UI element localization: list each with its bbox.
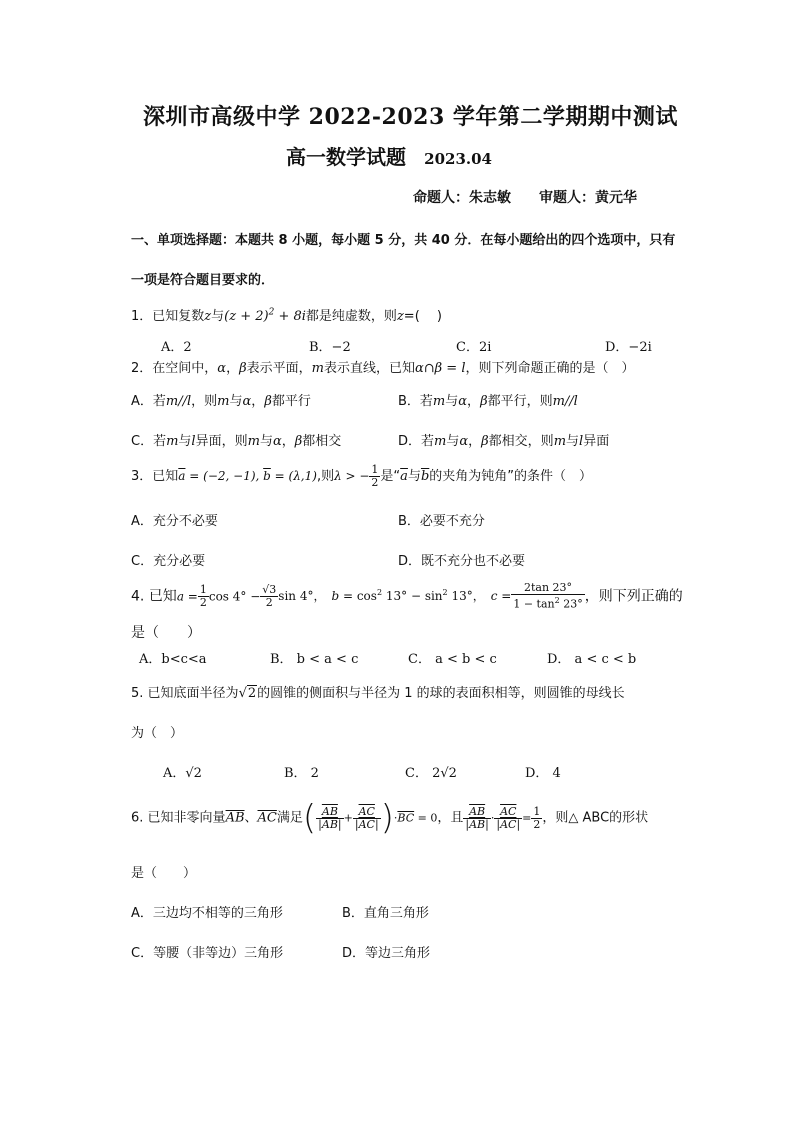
q6-option-d: D．等边三角形 xyxy=(342,946,431,961)
option-text: 与 xyxy=(178,434,192,449)
math-expression: $\cdot\overline{BC} = 0$ xyxy=(393,811,438,825)
page-subtitle: 高一数学试题 xyxy=(286,145,406,169)
fraction: $\frac{2\tan 23^\circ}{1 - \tan^2 23^\circ}$ xyxy=(513,581,583,611)
math-expression: m xyxy=(434,434,447,449)
q4-option-d: D． a < c < b xyxy=(547,652,637,667)
question-number: 1． xyxy=(131,309,153,324)
fraction: $\frac{√3}{2}$ xyxy=(262,582,277,609)
math-expression: z xyxy=(396,309,404,324)
math-expression: β xyxy=(264,394,272,409)
question-text: 都是纯虚数，则 xyxy=(305,309,397,324)
question-5 xyxy=(131,682,625,701)
math-expression: m xyxy=(553,434,567,449)
q6-option-b: B．直角三角形 xyxy=(342,906,429,921)
question-text: 与 xyxy=(211,309,225,324)
question-text: 已知非零向量 xyxy=(147,810,226,826)
q6-option-a: A．三边均不相等的三角形 xyxy=(131,906,283,921)
q6-continuation: 是（ ） xyxy=(131,866,197,881)
option-text: ，则 xyxy=(191,394,218,409)
option-text: 都平行，则 xyxy=(487,394,553,409)
q4-option-c: C． a < b < c xyxy=(408,652,497,667)
question-text: 与 xyxy=(407,469,421,484)
math-expression: sin 4°， $b = \cos^2 13^\circ - \sin^2 13^\circ$， c = xyxy=(278,588,512,604)
option-text: 都相交 xyxy=(302,434,342,449)
fraction: $\frac{1}{2}$ xyxy=(533,804,541,831)
option-text: 与 xyxy=(229,394,243,409)
option-text: 都平行 xyxy=(271,394,311,409)
q5-option-a: A．√2 xyxy=(163,766,202,781)
math-expression: β xyxy=(480,394,488,409)
vector-ac: $\overline{AC}$ xyxy=(257,810,277,826)
question-text: =( ) xyxy=(403,309,442,324)
math-expression: $\overline{b}$ xyxy=(420,469,430,484)
option-text: 与 xyxy=(446,434,460,449)
question-text: 在空间中， xyxy=(152,361,218,376)
q5-continuation: 为（ ） xyxy=(131,726,184,741)
question-number: 5. xyxy=(131,686,144,701)
q1-option-c: C．2i xyxy=(456,340,492,355)
question-number: 3． xyxy=(131,469,153,484)
question-3 xyxy=(131,464,592,489)
math-expression: m xyxy=(247,434,260,449)
q3-option-b: B．必要不充分 xyxy=(398,514,485,529)
question-text: ，则下列正确的 xyxy=(584,588,683,605)
math-expression: $(z + 2)^2 + 8i$ xyxy=(224,307,306,324)
q2-option-b: B．若m与α，β都平行，则m//l xyxy=(398,394,578,409)
fraction: $\frac{\overline{AB}}{|\overline{AB}|}$ xyxy=(318,804,342,831)
fraction: $\frac{\overline{AB}}{|\overline{AB}|}$ xyxy=(465,804,489,831)
fraction: $\frac{\overline{AC}}{|\overline{AC}|}$ xyxy=(354,804,379,831)
math-expression: m//l xyxy=(552,394,578,409)
math-expression: β xyxy=(239,361,247,376)
option-text: 与 xyxy=(445,394,459,409)
question-1 xyxy=(131,305,442,324)
math-expression: m xyxy=(217,394,230,409)
option-text: 异面，则 xyxy=(195,434,248,449)
question-text: 、 xyxy=(244,810,258,826)
option-text: 与 xyxy=(259,434,273,449)
math-expression: λ > − xyxy=(334,469,370,483)
q3-option-a: A．充分不必要 xyxy=(131,514,218,529)
option-text: 异面 xyxy=(583,434,610,449)
q3-option-d: D．既不充分也不必要 xyxy=(398,554,526,569)
math-expression: m xyxy=(432,394,446,409)
math-expression: α∩β = l xyxy=(414,361,466,376)
math-expression: $\overline{a}$ xyxy=(400,469,408,484)
math-expression: l xyxy=(579,434,584,449)
q2-option-d: D．若m与α，β都相交，则m与l异面 xyxy=(398,434,610,449)
fraction: $\frac{\overline{AC}}{|\overline{AC}|}$ xyxy=(496,804,521,831)
option-text: 与 xyxy=(566,434,580,449)
q1-option-a: A．2 xyxy=(161,340,192,355)
math-expression: √2 xyxy=(238,686,257,701)
section-heading-line1: 一、单项选择题：本题共 8 小题，每小题 5 分，共 40 分．在每小题给出的四个选项中，只有 xyxy=(131,233,676,248)
math-expression: z xyxy=(204,309,212,324)
question-text: 已知底面半径为 xyxy=(147,686,239,701)
math-expression: β xyxy=(294,434,303,449)
page-subtitle-row xyxy=(286,141,492,170)
math-expression: cos 4° − xyxy=(208,589,261,604)
q4-continuation: 是（ ） xyxy=(131,625,201,641)
question-2: 2．在空间中，α，β表示平面，m表示直线，已知α∩β = l，则下列命题正确的是（ ） xyxy=(131,361,635,376)
math-paren: ) xyxy=(380,798,394,838)
q5-option-d: D． 4 xyxy=(525,766,561,781)
math-expression: α xyxy=(458,394,468,409)
math-paren: ( xyxy=(302,798,317,838)
q1-option-b: B．−2 xyxy=(309,340,351,355)
option-text: D．若 xyxy=(398,434,435,449)
q5-option-c: C． 2√2 xyxy=(405,766,457,781)
question-text: ,则 xyxy=(316,469,335,484)
question-text: 已知 xyxy=(152,469,179,484)
math-expression: α xyxy=(272,434,282,449)
question-text: ，则△ ABC的形状 xyxy=(542,810,649,826)
question-text: 表示平面， xyxy=(246,361,312,376)
math-expression: α xyxy=(217,361,227,376)
question-number: 4. xyxy=(131,588,145,605)
q2-option-c: C．若m与l异面，则m与α，β都相交 xyxy=(131,434,342,449)
question-6 xyxy=(131,798,649,838)
math-expression: l xyxy=(191,434,196,449)
question-text: 是“ xyxy=(380,469,401,484)
q5-option-b: B． 2 xyxy=(284,766,319,781)
math-expression: a = xyxy=(176,589,198,604)
question-text: 已知复数 xyxy=(152,309,205,324)
math-expression: · xyxy=(490,811,495,825)
question-text: 已知 xyxy=(148,588,177,605)
math-expression: m//l xyxy=(165,394,192,409)
question-text: 的圆锥的侧面积与半径为 1 的球的表面积相等，则圆锥的母线长 xyxy=(257,686,625,701)
math-expression: + xyxy=(343,811,353,825)
page-title: 深圳市高级中学 2022-2023 学年第二学期期中测试 xyxy=(143,104,678,130)
authors-line: 命题人：朱志敏 审题人：黄元华 xyxy=(413,190,637,206)
vector-ab: $\overline{AB}$ xyxy=(225,810,245,826)
exam-date: 2023.04 xyxy=(424,150,492,168)
section-heading-line2: 一项是符合题目要求的． xyxy=(131,273,275,288)
question-text: ，则下列命题正确的是（ ） xyxy=(465,361,635,376)
option-text: A．若 xyxy=(131,394,166,409)
q6-option-c: C．等腰（非等边）三角形 xyxy=(131,946,284,961)
math-expression: α xyxy=(459,434,469,449)
q4-option-b: B． b < a < c xyxy=(270,652,359,667)
question-text: ，且 xyxy=(437,810,464,826)
math-expression: = xyxy=(522,811,532,825)
fraction: $\frac{1}{2}$ xyxy=(371,463,379,489)
math-expression: α xyxy=(242,394,252,409)
fraction: $\frac{1}{2}$ xyxy=(199,582,207,609)
q3-option-c: C．充分必要 xyxy=(131,554,206,569)
math-expression: $\overline{a} = (-2$, −1), $\overline{b} = (\lambda,1)$ xyxy=(178,469,317,483)
question-number: 2． xyxy=(131,361,153,376)
question-number: 6. xyxy=(131,810,144,826)
math-expression: β xyxy=(481,434,489,449)
option-text: B．若 xyxy=(398,394,433,409)
q2-option-a: A．若m//l，则m与α，β都平行 xyxy=(131,394,311,409)
q4-option-a: A．b<c<a xyxy=(139,652,207,667)
option-text: 都相交，则 xyxy=(488,434,554,449)
question-text: 的夹角为钝角”的条件（ ） xyxy=(429,469,593,484)
question-4 xyxy=(131,582,683,611)
math-expression: m xyxy=(311,361,324,376)
q1-option-d: D．−2i xyxy=(605,340,652,355)
math-expression: m xyxy=(166,434,179,449)
option-text: C．若 xyxy=(131,434,167,449)
question-text: 满足 xyxy=(276,810,303,826)
question-text: 表示直线，已知 xyxy=(323,361,415,376)
